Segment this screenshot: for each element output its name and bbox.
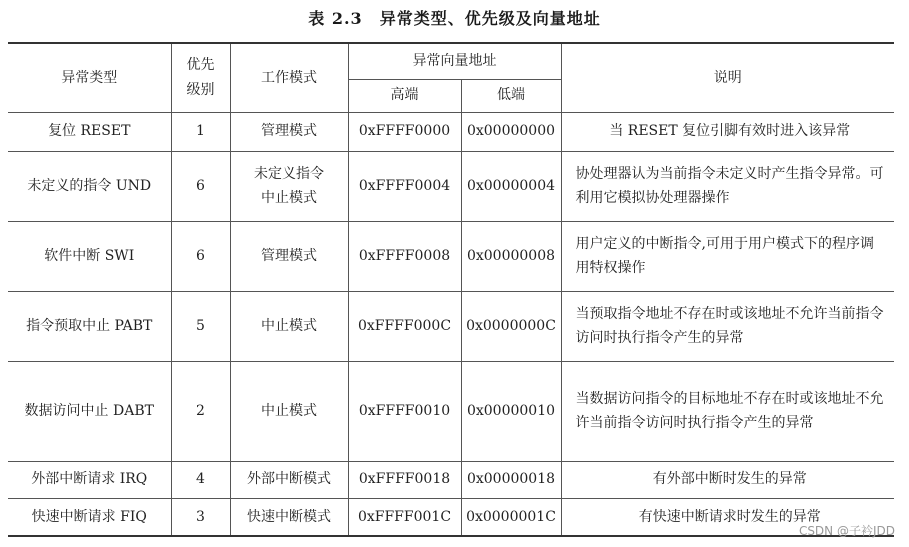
cell-type: 外部中断请求 IRQ	[8, 461, 171, 498]
cell-priority: 4	[171, 461, 230, 498]
cell-type: 未定义的指令 UND	[8, 151, 171, 221]
cell-mode: 中止模式	[230, 361, 348, 461]
cell-low: 0x00000004	[461, 151, 561, 221]
cell-priority: 3	[171, 498, 230, 536]
cell-desc: 协处理器认为当前指令未定义时产生指令异常。可利用它模拟协处理器操作	[561, 151, 894, 221]
header-desc: 说明	[561, 43, 894, 112]
cell-mode: 管理模式	[230, 112, 348, 151]
cell-type: 复位 RESET	[8, 112, 171, 151]
cell-priority: 6	[171, 221, 230, 291]
cell-desc: 当数据访问指令的目标地址不存在时或该地址不允许当前指令访问时执行指令产生的异常	[561, 361, 894, 461]
header-high: 高端	[348, 79, 461, 112]
cell-priority: 2	[171, 361, 230, 461]
cell-mode: 快速中断模式	[230, 498, 348, 536]
cell-high: 0xFFFF0008	[348, 221, 461, 291]
header-mode: 工作模式	[230, 43, 348, 112]
cell-mode: 中止模式	[230, 291, 348, 361]
header-priority: 优先级别	[171, 43, 230, 112]
cell-high: 0xFFFF0018	[348, 461, 461, 498]
table-title: 表 2.3 异常类型、优先级及向量地址	[308, 9, 601, 28]
cell-high: 0xFFFF000C	[348, 291, 461, 361]
cell-low: 0x0000000C	[461, 291, 561, 361]
table-row	[8, 112, 894, 151]
cell-type: 快速中断请求 FIQ	[8, 498, 171, 536]
header-low: 低端	[461, 79, 561, 112]
cell-low: 0x00000010	[461, 361, 561, 461]
table-row	[8, 498, 894, 536]
cell-high: 0xFFFF001C	[348, 498, 461, 536]
header-type: 异常类型	[8, 43, 171, 112]
cell-desc: 有外部中断时发生的异常	[561, 461, 894, 498]
cell-priority: 1	[171, 112, 230, 151]
exception-table	[8, 42, 894, 537]
cell-type: 数据访问中止 DABT	[8, 361, 171, 461]
cell-desc: 当预取指令地址不存在时或该地址不允许当前指令访问时执行指令产生的异常	[561, 291, 894, 361]
table-row	[8, 461, 894, 498]
watermark: CSDN @子衿JDD	[798, 524, 895, 538]
cell-type: 指令预取中止 PABT	[8, 291, 171, 361]
cell-low: 0x00000008	[461, 221, 561, 291]
cell-low: 0x0000001C	[461, 498, 561, 536]
table-row	[8, 361, 894, 461]
table-row	[8, 291, 894, 361]
cell-desc: 有快速中断请求时发生的异常	[561, 498, 894, 536]
cell-priority: 5	[171, 291, 230, 361]
cell-mode: 管理模式	[230, 221, 348, 291]
cell-high: 0xFFFF0000	[348, 112, 461, 151]
cell-high: 0xFFFF0010	[348, 361, 461, 461]
cell-low: 0x00000018	[461, 461, 561, 498]
cell-type: 软件中断 SWI	[8, 221, 171, 291]
header-vector: 异常向量地址	[348, 43, 561, 79]
cell-priority: 6	[171, 151, 230, 221]
cell-high: 0xFFFF0004	[348, 151, 461, 221]
table-row	[8, 151, 894, 221]
table-row	[8, 221, 894, 291]
cell-mode: 外部中断模式	[230, 461, 348, 498]
cell-mode: 未定义指令中止模式	[230, 151, 348, 221]
cell-low: 0x00000000	[461, 112, 561, 151]
cell-desc: 当 RESET 复位引脚有效时进入该异常	[561, 112, 894, 151]
cell-desc: 用户定义的中断指令,可用于用户模式下的程序调用特权操作	[561, 221, 894, 291]
